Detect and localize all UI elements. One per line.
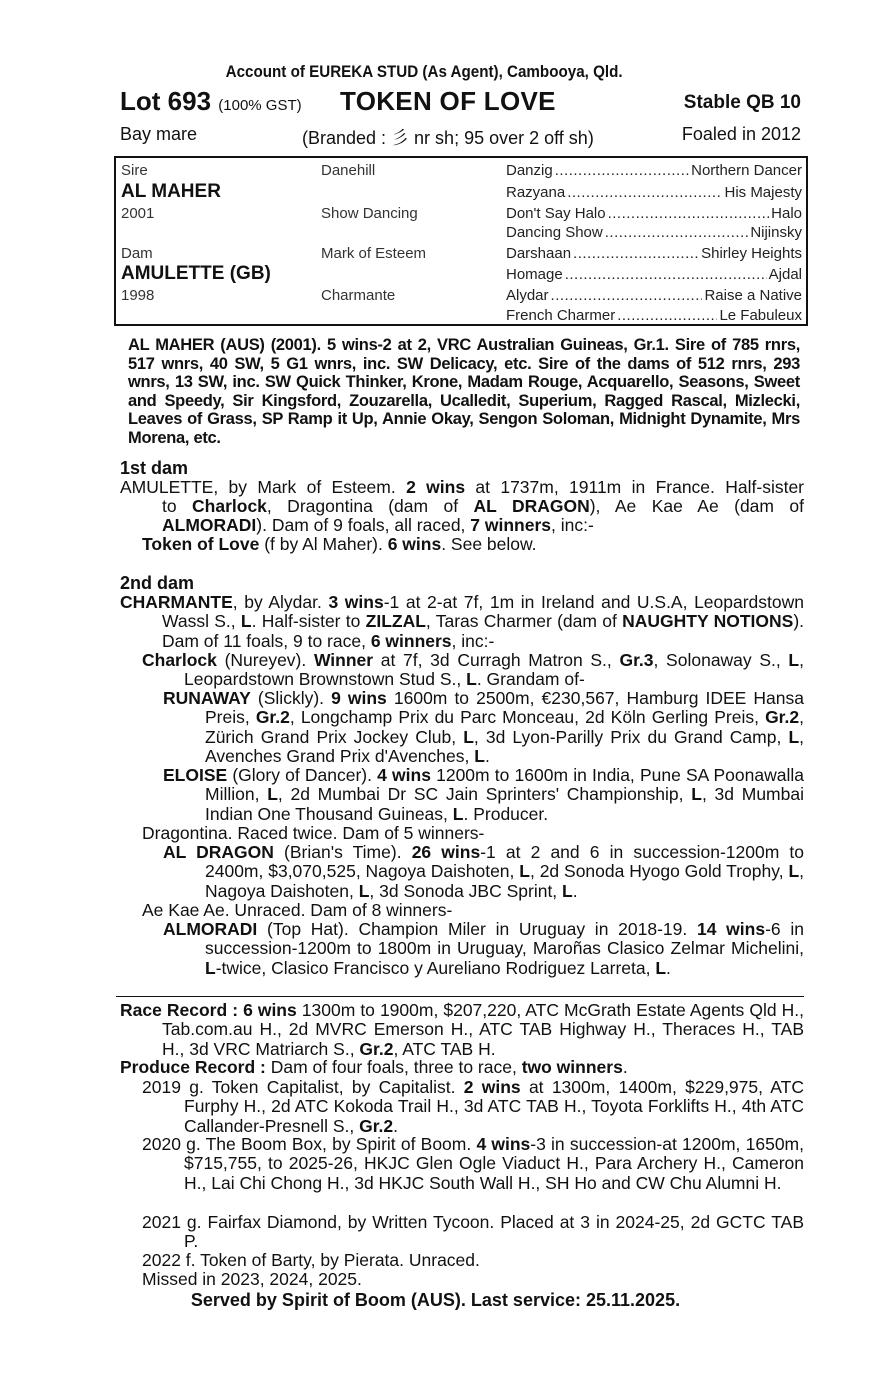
text: , Solonaway S.,: [653, 650, 789, 670]
wins: 4 wins: [476, 1134, 531, 1154]
ancestor-row: [506, 287, 802, 304]
text: .: [484, 746, 490, 767]
text: AMULETTE, by Mark of Esteem.: [120, 477, 407, 497]
second-dam-entry: Dragontina. Raced twice. Dam of 5 winners-: [142, 823, 485, 843]
text: . Grandam of-: [476, 669, 585, 690]
text: , by Alydar.: [232, 592, 329, 612]
text: , Dragontina (dam of: [266, 496, 474, 516]
foaled-year: Foaled in 2012: [681, 124, 801, 144]
ancestor-row: [506, 162, 802, 179]
wins: 26 wins: [411, 842, 481, 862]
text: , 2d Mumbai Dr SC Jain Sprinters' Championship,: [277, 784, 692, 805]
ancestor-sire: His Majesty: [724, 184, 802, 201]
listed: L: [788, 650, 800, 670]
listed: L: [474, 746, 485, 767]
second-dam-entry: [163, 920, 804, 978]
horse: NAUGHTY NOTIONS: [622, 611, 794, 632]
dam-label: Dam: [121, 245, 153, 262]
ancestor-sire: Nijinsky: [750, 224, 802, 241]
listed: L: [463, 726, 474, 747]
ancestor: Dancing Show: [506, 224, 603, 241]
second-dam-entry: [120, 593, 804, 651]
grandsire: Charmante: [321, 287, 396, 304]
second-dam-entry: [163, 689, 804, 767]
produce-record: [120, 1058, 628, 1077]
text: . Half-sister to: [251, 611, 366, 632]
text: 1200m to 1600m in India, Pune SA Poonawalla Million,: [205, 765, 804, 805]
text: at 1737m, 1911m in France. Half-sister: [465, 477, 804, 497]
lot-number: [120, 86, 302, 117]
race-record-label: Race Record : 6 wins: [120, 1000, 297, 1020]
race-record: [120, 1001, 804, 1059]
ancestor: Razyana: [506, 184, 566, 201]
grandsire: Mark of Esteem: [321, 245, 427, 262]
ancestor-row: [506, 205, 802, 222]
group: Gr.2: [765, 707, 800, 728]
wins: 3 wins: [328, 592, 384, 612]
text: , Avenches Grand Prix d'Avenches,: [205, 726, 805, 767]
second-dam-entry: [163, 766, 804, 824]
text: , 3d Sonoda JBC Sprint,: [369, 880, 563, 901]
ancestor: French Charmer: [506, 307, 616, 324]
text: . Producer.: [463, 803, 549, 824]
brand-description: (Branded : 彡 nr sh; 95 over 2 off sh): [302, 128, 594, 148]
text: 2020 g. The Boom Box, by Spirit of Boom.: [142, 1134, 477, 1154]
first-dam-line: [120, 478, 804, 497]
first-dam-heading: 1st dam: [120, 458, 189, 478]
horse: RUNAWAY: [163, 688, 251, 708]
text: , Nagoya Daishoten,: [205, 861, 805, 901]
group: Gr.2: [359, 1115, 394, 1136]
text: , inc:-: [551, 515, 594, 535]
horse: ALMORADI: [163, 919, 258, 939]
text: (Glory of Dancer).: [227, 765, 378, 785]
sire-year: 2001: [121, 205, 155, 222]
produce-entry: [142, 1135, 804, 1193]
produce-entry: 2022 f. Token of Barty, by Pierata. Unraced.: [142, 1250, 480, 1270]
group: Gr.2: [359, 1038, 394, 1059]
horse: ZILZAL: [365, 611, 426, 632]
listed: L: [452, 803, 464, 824]
text: , inc:-: [451, 630, 495, 651]
first-dam-line: [162, 516, 594, 535]
text: , ATC TAB H.: [393, 1038, 496, 1059]
text: , 3d Mumbai Indian One Thousand Guineas,: [205, 784, 804, 824]
stable-number: Stable QB 10: [683, 92, 801, 113]
text: .: [393, 1115, 399, 1136]
ancestor-row: [506, 184, 802, 201]
ancestor-sire: Shirley Heights: [701, 245, 802, 262]
text: (Top Hat). Champion Miler in Uruguay in 2018-19.: [257, 919, 697, 939]
text: -twice, Clasico Francisco y Aureliano Rodriguez Larreta,: [215, 957, 656, 978]
text: .: [572, 880, 578, 901]
listed: L: [788, 861, 800, 882]
horse: CHARMANTE: [120, 592, 233, 612]
vendor-account: Account of EUREKA STUD (As Agent), Cambooya, Qld.: [225, 63, 623, 81]
wins: 4 wins: [377, 765, 431, 785]
text: -1 at 2 and 6 in succession-1200m to 2400m, $3,070,525, Nagoya Daishoten,: [205, 842, 804, 882]
ancestor: Darshaan: [506, 245, 572, 262]
group: Gr.3: [619, 650, 654, 670]
text: Dam of four foals, three to race,: [265, 1057, 522, 1077]
winners: 6 winners: [370, 630, 452, 651]
dam-year: 1998: [121, 287, 155, 304]
listed: L: [466, 669, 477, 690]
ancestor-row: [506, 307, 802, 324]
listed: L: [240, 611, 252, 632]
ancestor: Homage: [506, 266, 563, 283]
text: .: [666, 957, 671, 978]
ancestor-row: [506, 266, 802, 283]
text: to: [162, 496, 193, 516]
section-divider: [116, 996, 804, 997]
text: .: [622, 1057, 628, 1077]
horse: AL DRAGON: [163, 842, 274, 862]
ancestor-sire: Halo: [771, 205, 802, 222]
listed: L: [358, 880, 370, 901]
horse: Charlock: [142, 650, 217, 670]
text: (Nureyev).: [216, 650, 314, 670]
horse: AL DRAGON: [473, 496, 590, 516]
horse: Charlock: [192, 496, 267, 516]
horse-name: TOKEN OF LOVE: [340, 86, 556, 116]
winners: two winners: [521, 1057, 623, 1077]
text: at 1300m, 1400m, $229,975, ATC Furphy H., 2d ATC Kokoda Trail H., 3d ATC TAB H., Toyota Forklifts H., 4th ATC Callander-Presnell S.,: [184, 1077, 805, 1136]
pedigree-table: [114, 156, 808, 326]
ancestor: Danzig: [506, 162, 553, 179]
listed: L: [205, 957, 216, 978]
ancestor-sire: Raise a Native: [704, 287, 802, 304]
produce-entry: Missed in 2023, 2024, 2025.: [142, 1269, 362, 1289]
text: , Leopardstown Brownstown Stud S.,: [184, 650, 804, 690]
ancestor-row: [506, 224, 802, 241]
text: at 7f, 3d Curragh Matron S.,: [373, 650, 620, 670]
first-dam-line: [142, 535, 537, 554]
wins: 2 wins: [406, 477, 466, 497]
text: , Longchamp Prix du Parc Monceau, 2d Köln Gerling Preis,: [289, 707, 766, 728]
grandsire: Show Dancing: [321, 205, 418, 222]
horse: ALMORADI: [162, 515, 257, 535]
first-dam-line: [162, 497, 804, 516]
listed: L: [691, 784, 702, 805]
winners: 7 winners: [470, 515, 552, 535]
text: -6 in succession-1200m to 1800m in Uruguay, Maroñas Clasico Zelmar Michelini,: [205, 919, 804, 959]
ancestor-sire: Le Fabuleux: [719, 307, 802, 324]
grandsire: Danehill: [321, 162, 376, 179]
horse-sex: Bay mare: [120, 124, 198, 144]
listed: L: [788, 726, 800, 747]
ancestor-sire: Northern Dancer: [691, 162, 802, 179]
text: , 2d Sonoda Hyogo Gold Trophy,: [529, 861, 789, 882]
ancestor-row: [506, 245, 802, 262]
produce-record-label: Produce Record :: [120, 1057, 266, 1077]
text: (Slickly).: [250, 688, 332, 708]
text: -1 at 2-at 7f, 1m in Ireland and U.S.A, Leopardstown Wassl S.,: [162, 592, 805, 632]
produce-entry: 2021 g. Fairfax Diamond, by Written Tycoon. Placed at 3 in 2024-25, 2d GCTC TAB P.: [142, 1212, 804, 1252]
ancestor: Alydar: [506, 287, 549, 304]
text: ), Ae Kae Ae (dam of: [589, 496, 804, 516]
sire-label: Sire: [121, 162, 148, 179]
dam-name: AMULETTE (GB): [121, 263, 271, 284]
ancestor-sire: Ajdal: [768, 266, 802, 283]
text: , 3d Lyon-Parilly Prix du Grand Camp,: [473, 726, 789, 747]
lot-text: Lot 693: [120, 86, 212, 116]
text: , Taras Charmer (dam of: [425, 611, 623, 632]
horse: ELOISE: [163, 765, 228, 785]
wins: 2 wins: [463, 1077, 521, 1097]
second-dam-entry: [163, 843, 804, 901]
listed: L: [655, 957, 667, 978]
wins: Winner: [313, 650, 374, 670]
gst-note: (100% GST): [218, 97, 302, 114]
wins: 6 wins: [387, 534, 442, 554]
text: ). Dam of 9 foals, all raced,: [256, 515, 471, 535]
text: (Brian's Time).: [273, 842, 412, 862]
text: 1300m to 1900m, $207,220, ATC McGrath Estate Agents Qld H., Tab.com.au H., 2d MVRC Emerson H., ATC TAB Highway H., Theraces H., TAB H., 3d VRC Matriarch S.,: [162, 1000, 804, 1059]
text: (f by Al Maher).: [259, 534, 388, 554]
horse: Token of Love: [142, 534, 260, 554]
listed: L: [562, 880, 573, 901]
text: ). Dam of 11 foals, 9 to race,: [162, 611, 805, 651]
second-dam-entry: [142, 651, 804, 690]
text: -3 in succession-at 1200m, 1650m, $715,755, to 2025-26, HKJC Glen Ogle Viaduct H., Para Archery H., Cameron H., Lai Chi Chong H., 3d HKJC South Wall H., SH Ho and CW Chu Alumni H.: [184, 1134, 804, 1193]
produce-entry: [142, 1078, 804, 1136]
wins: 9 wins: [331, 688, 387, 708]
listed: L: [519, 861, 530, 882]
text: 2019 g. Token Capitalist, by Capitalist.: [142, 1077, 464, 1097]
text: , Zürich Grand Prix Jockey Club,: [205, 707, 804, 747]
text: . See below.: [441, 534, 537, 554]
wins: 14 wins: [696, 919, 766, 939]
text: 1600m to 2500m, €230,567, Hamburg IDEE Hansa Preis,: [205, 688, 805, 728]
ancestor: Don't Say Halo: [506, 205, 606, 222]
sire-name: AL MAHER: [121, 181, 221, 202]
group: Gr.2: [255, 707, 290, 728]
listed: L: [267, 784, 278, 805]
served-note: Served by Spirit of Boom (AUS). Last service: 25.11.2025.: [190, 1290, 681, 1310]
second-dam-heading: 2nd dam: [120, 573, 195, 593]
second-dam-entry: Ae Kae Ae. Unraced. Dam of 8 winners-: [142, 900, 453, 920]
sire-summary: AL MAHER (AUS) (2001). 5 wins-2 at 2, VRC Australian Guineas, Gr.1. Sire of 785 rnrs, 517 wnrs, 40 SW, 5 G1 wnrs, inc. SW Delicacy, etc. Sire of the dams of 512 rnrs, 293 wnrs, 13 SW, inc. SW Quick Thinker, Krone, Madam Rouge, Acquarello, Seasons, Sweet and Speedy, Sir Kingsford, Zouzarella, Ucalledit, Superium, Ragged Rascal, Mizlecki, Leaves of Grass, SP Ramp it Up, Annie Okay, Sengon Soloman, Midnight Dynamite, Mrs Morena, etc.: [128, 336, 800, 447]
